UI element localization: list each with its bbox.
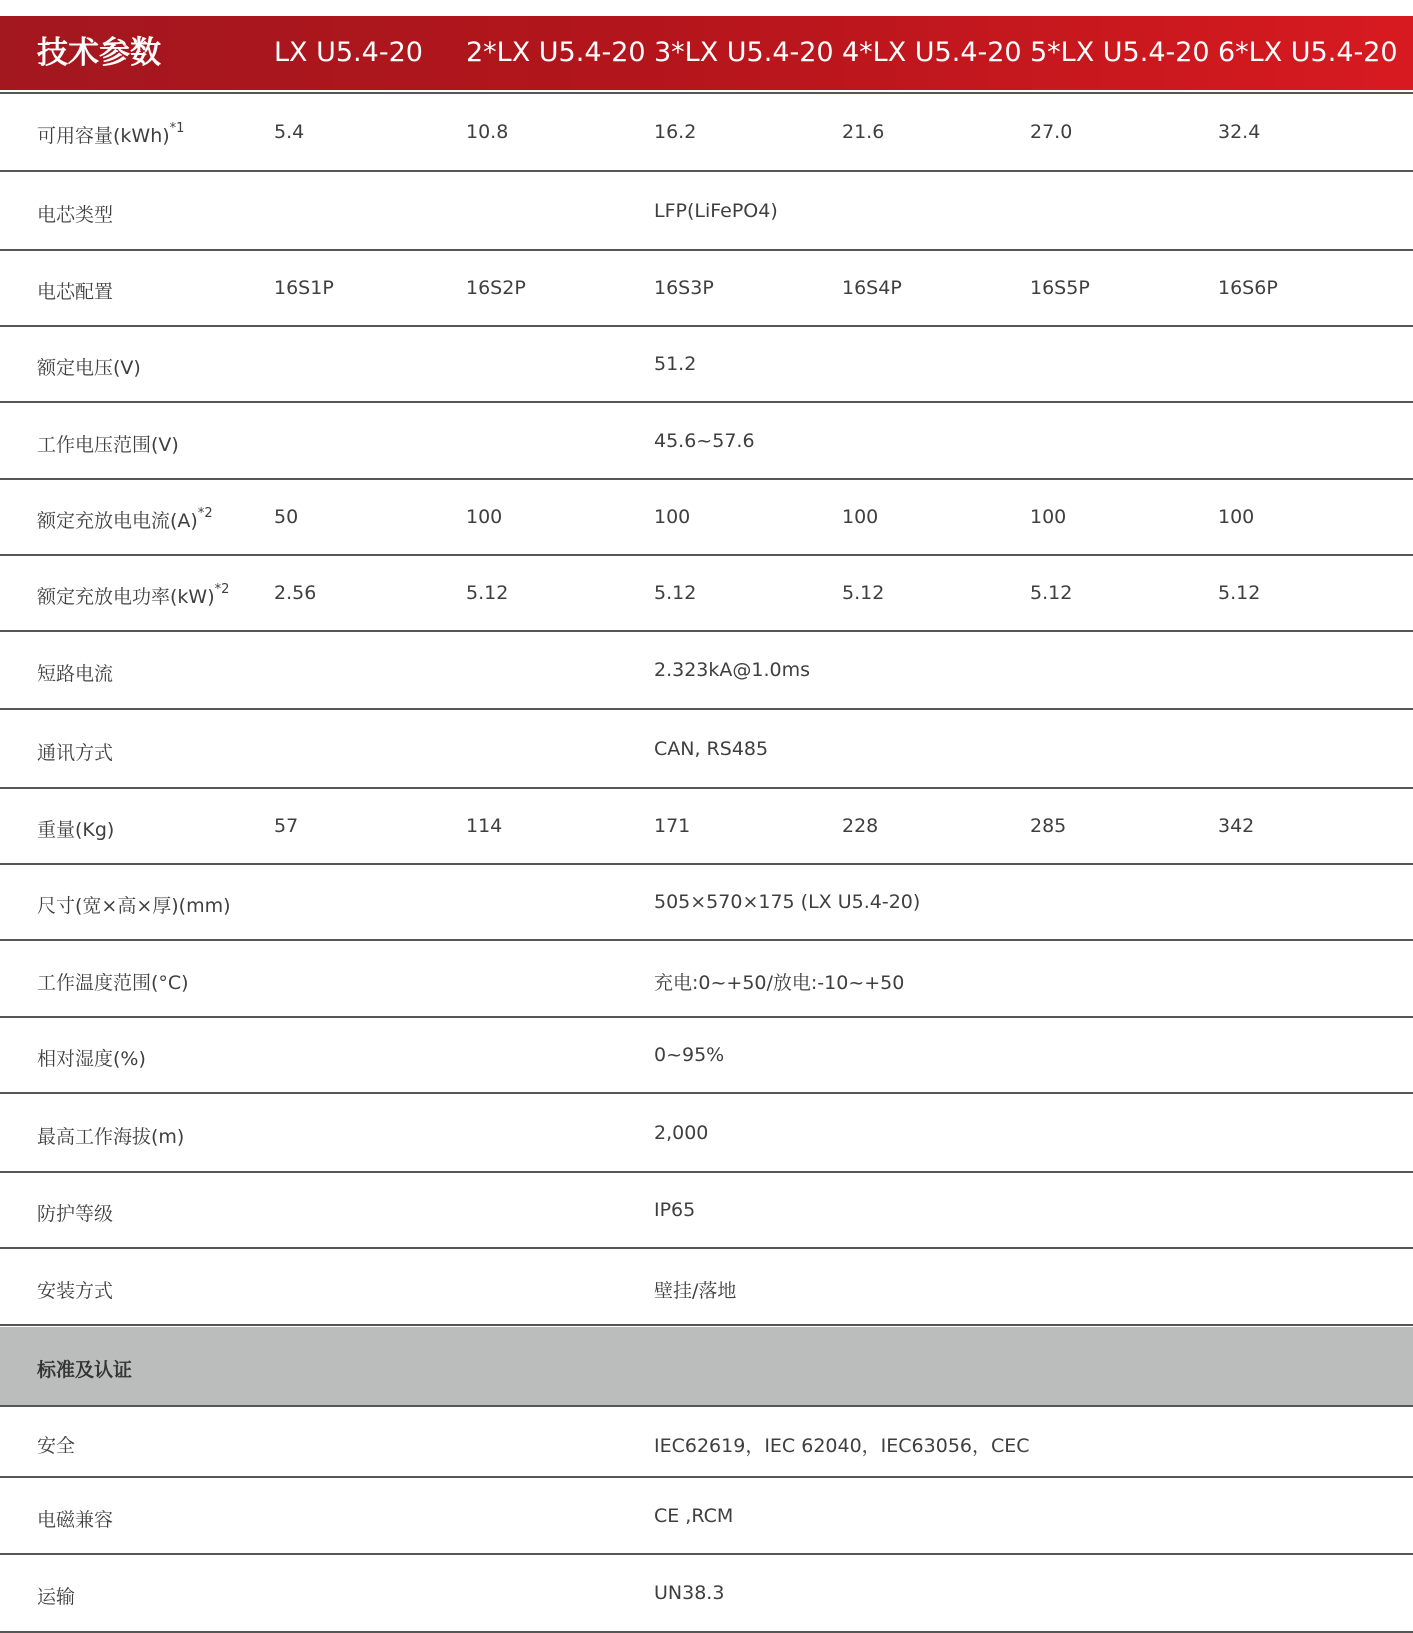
column-header: 6*LX U5.4-20	[1218, 37, 1398, 68]
row-value: 16.2	[654, 121, 697, 143]
footnote-marker: *2	[214, 581, 230, 597]
row-label-text: 电芯类型	[37, 204, 114, 226]
row-label	[37, 1276, 113, 1303]
row-value: 100	[1030, 506, 1067, 528]
table-row	[0, 865, 1413, 941]
row-value: 充电:0~+50/放电:-10~+50	[654, 972, 905, 994]
table-row	[0, 1094, 1413, 1173]
row-label	[37, 815, 114, 842]
row-label-text: 电芯配置	[37, 281, 114, 303]
row-label	[37, 277, 113, 304]
row-value: 32.4	[1218, 121, 1261, 143]
row-value: CAN, RS485	[654, 738, 769, 760]
row-value: 505×570×175 (LX U5.4-20)	[654, 891, 921, 913]
row-label	[37, 200, 113, 227]
row-value: 50	[274, 506, 299, 528]
row-value: 100	[466, 506, 503, 528]
row-value: 2,000	[654, 1122, 709, 1144]
table-row	[0, 1407, 1413, 1478]
row-label-text: 短路电流	[37, 663, 114, 685]
table-row	[0, 789, 1413, 865]
row-value: 342	[1218, 815, 1255, 837]
row-label	[37, 659, 113, 686]
table-row	[0, 1173, 1413, 1249]
footnote-marker: *2	[197, 505, 213, 521]
table-title: 技术参数	[37, 35, 161, 71]
column-header: 3*LX U5.4-20	[654, 37, 834, 68]
table-row	[0, 632, 1413, 710]
row-label-text: 额定充放电电流(A)	[37, 510, 198, 532]
table-row	[0, 94, 1413, 172]
row-value: UN38.3	[654, 1582, 725, 1604]
row-value: 57	[274, 815, 299, 837]
column-header: LX U5.4-20	[274, 37, 423, 68]
row-label	[37, 582, 229, 609]
row-label	[37, 353, 141, 380]
row-label	[37, 506, 213, 533]
row-value: 5.4	[274, 121, 305, 143]
row-value: 壁挂/落地	[654, 1280, 737, 1302]
row-label-text: 工作温度范围(°C)	[37, 972, 189, 994]
row-label	[37, 1044, 146, 1071]
row-label	[37, 738, 113, 765]
row-label-text: 额定充放电功率(kW)	[37, 586, 215, 608]
table-row	[0, 403, 1413, 480]
row-label	[37, 968, 189, 995]
table-header	[0, 16, 1413, 90]
row-value: 285	[1030, 815, 1067, 837]
row-value: 5.12	[654, 582, 697, 604]
table-row	[0, 710, 1413, 789]
row-label-text: 最高工作海拔(m)	[37, 1126, 185, 1148]
row-value: 16S1P	[274, 277, 334, 299]
row-label	[37, 430, 179, 457]
row-value: IP65	[654, 1199, 696, 1221]
row-label-text: 工作电压范围(V)	[37, 434, 179, 456]
row-value: 16S6P	[1218, 277, 1278, 299]
row-label-text: 尺寸(宽×高×厚)(mm)	[37, 895, 231, 917]
row-label: 运输	[37, 1586, 76, 1608]
row-value: IEC62619，IEC 62040，IEC63056，CEC	[654, 1435, 1030, 1457]
row-value: 51.2	[654, 353, 697, 375]
row-value: CE ,RCM	[654, 1505, 734, 1527]
row-value: 16S5P	[1030, 277, 1090, 299]
row-value: 10.8	[466, 121, 509, 143]
row-label-text: 防护等级	[37, 1203, 114, 1225]
table-row	[0, 251, 1413, 327]
column-header: 4*LX U5.4-20	[842, 37, 1022, 68]
row-label	[37, 1122, 184, 1149]
table-row	[0, 1555, 1413, 1633]
column-header: 2*LX U5.4-20	[466, 37, 646, 68]
row-label-text: 可用容量(kWh)	[37, 125, 170, 147]
row-value: 27.0	[1030, 121, 1073, 143]
row-value: 16S4P	[842, 277, 902, 299]
row-value: 114	[466, 815, 503, 837]
section-title: 标准及认证	[37, 1359, 133, 1381]
row-label-text: 安装方式	[37, 1280, 114, 1302]
table-row	[0, 1018, 1413, 1094]
table-row	[0, 480, 1413, 556]
row-value: 5.12	[1030, 582, 1073, 604]
row-label	[37, 121, 184, 148]
row-value: 171	[654, 815, 691, 837]
table-row	[0, 941, 1413, 1018]
row-value: 100	[842, 506, 879, 528]
row-value: LFP(LiFePO4)	[654, 200, 778, 222]
row-value: 45.6~57.6	[654, 430, 755, 452]
row-value: 2.56	[274, 582, 317, 604]
row-label-text: 通讯方式	[37, 742, 114, 764]
row-label-text: 相对湿度(%)	[37, 1048, 146, 1070]
row-label-text: 额定电压(V)	[37, 357, 141, 379]
table-row	[0, 1478, 1413, 1555]
section-header	[0, 1327, 1413, 1407]
column-header: 5*LX U5.4-20	[1030, 37, 1210, 68]
table-row	[0, 172, 1413, 251]
footnote-marker: *1	[169, 120, 185, 136]
row-label	[37, 891, 231, 918]
table-row	[0, 1249, 1413, 1326]
row-value: 5.12	[466, 582, 509, 604]
row-value: 16S2P	[466, 277, 526, 299]
row-label: 电磁兼容	[37, 1509, 114, 1531]
row-label: 安全	[37, 1435, 76, 1457]
row-value: 2.323kA@1.0ms	[654, 659, 811, 681]
row-value: 228	[842, 815, 879, 837]
table-row	[0, 556, 1413, 632]
row-value: 5.12	[1218, 582, 1261, 604]
row-label	[37, 1199, 113, 1226]
row-value: 100	[654, 506, 691, 528]
row-label-text: 重量(Kg)	[37, 819, 115, 841]
row-value: 0~95%	[654, 1044, 725, 1066]
row-value: 21.6	[842, 121, 885, 143]
table-row	[0, 327, 1413, 403]
row-value: 16S3P	[654, 277, 714, 299]
row-value: 100	[1218, 506, 1255, 528]
row-value: 5.12	[842, 582, 885, 604]
